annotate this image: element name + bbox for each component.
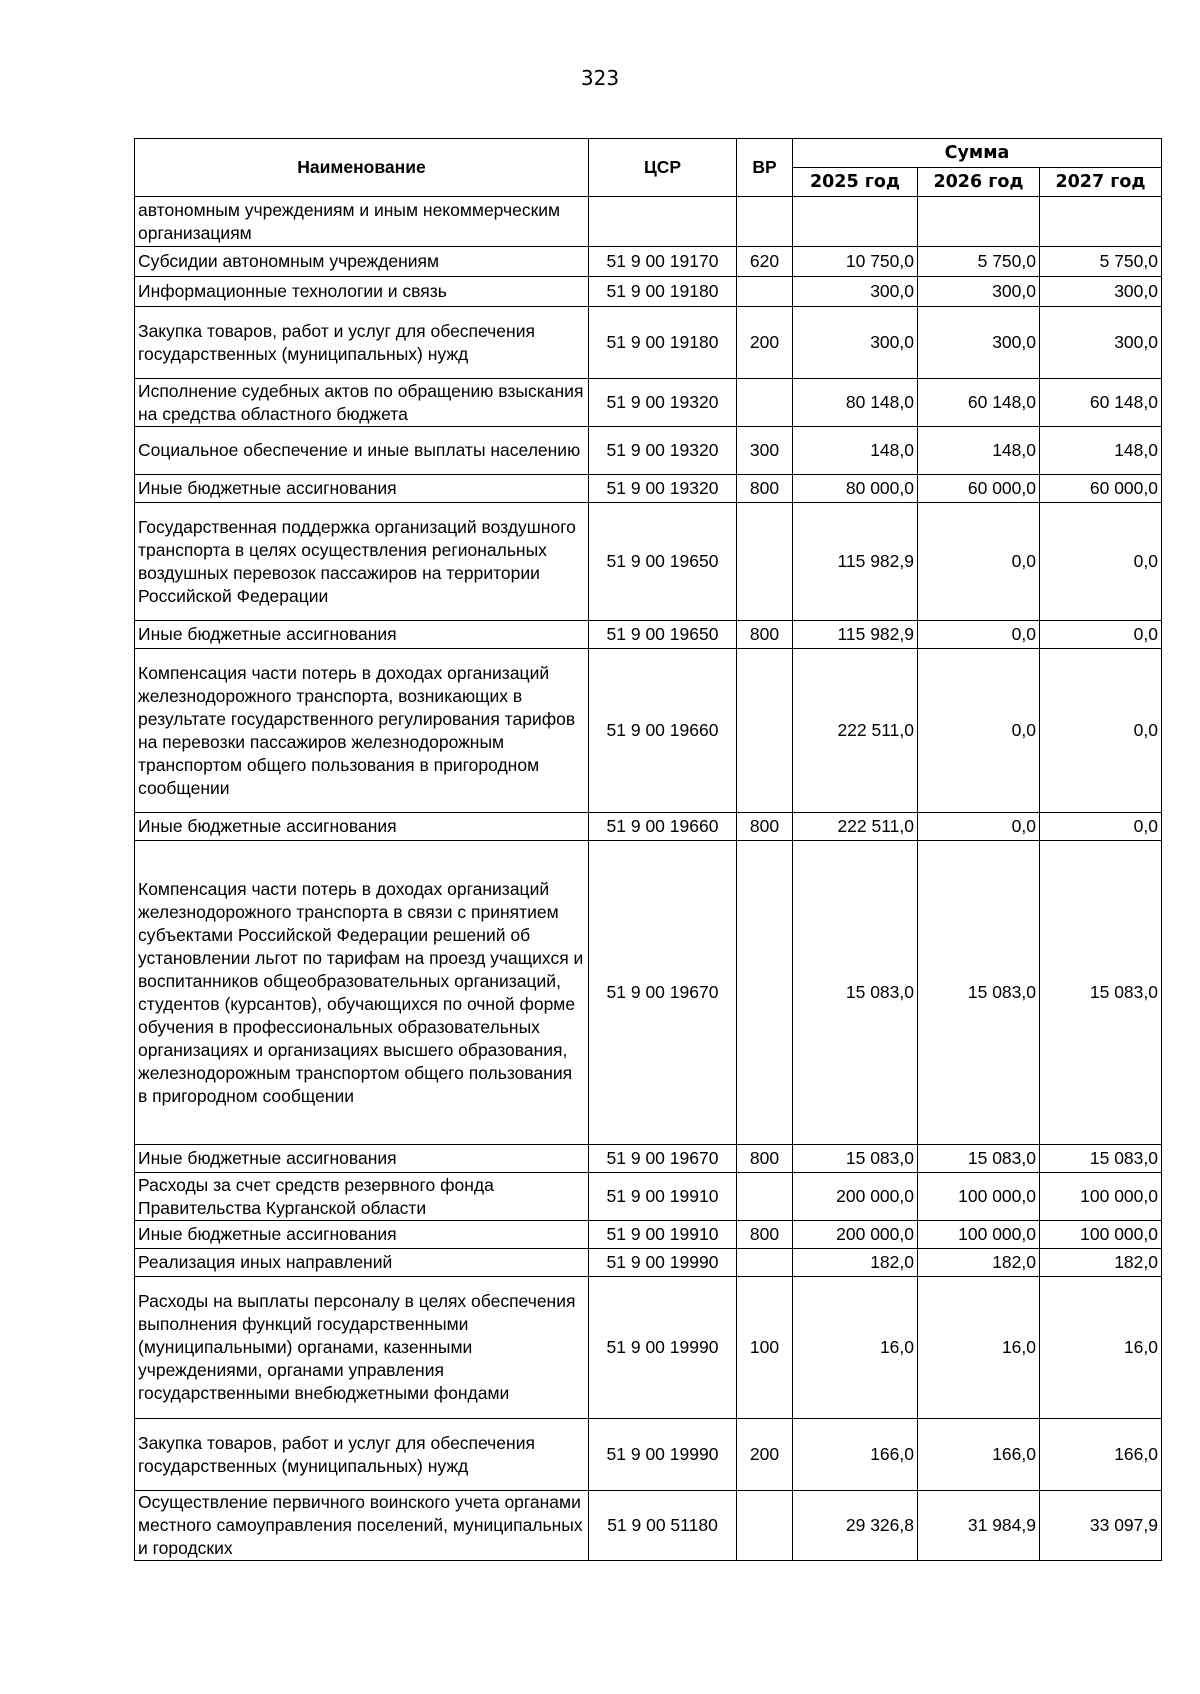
cell-2025: 115 982,9: [793, 503, 918, 621]
cell-2026: 300,0: [918, 307, 1040, 379]
cell-csr: 51 9 00 19650: [589, 621, 737, 649]
cell-name: Исполнение судебных актов по обращению взыскания на средства областного бюджета: [135, 379, 589, 427]
cell-2026: 100 000,0: [918, 1221, 1040, 1249]
cell-csr: 51 9 00 19320: [589, 427, 737, 475]
cell-2026: 60 000,0: [918, 475, 1040, 503]
cell-2025: 115 982,9: [793, 621, 918, 649]
table-row: [135, 1221, 1162, 1249]
cell-vr: [737, 841, 793, 1145]
cell-2025: 222 511,0: [793, 813, 918, 841]
cell-2027: 15 083,0: [1040, 841, 1162, 1145]
cell-2027: 300,0: [1040, 277, 1162, 307]
header-year-2027: 2027 год: [1040, 168, 1162, 197]
cell-csr: 51 9 00 19320: [589, 379, 737, 427]
cell-csr: 51 9 00 19990: [589, 1277, 737, 1419]
cell-2025: 200 000,0: [793, 1221, 918, 1249]
table-row: [135, 621, 1162, 649]
header-year-2025: 2025 год: [793, 168, 918, 197]
cell-2026: 300,0: [918, 277, 1040, 307]
cell-name: Информационные технологии и связь: [135, 277, 589, 307]
cell-name: Расходы на выплаты персоналу в целях обеспечения выполнения функций государственными (муниципальными) органами, казенными учреждениями, органами управления государственными внебюджетными фондами: [135, 1277, 589, 1419]
table-row: [135, 475, 1162, 503]
cell-name: Иные бюджетные ассигнования: [135, 475, 589, 503]
table-row: [135, 197, 1162, 247]
cell-name: Расходы за счет средств резервного фонда Правительства Курганской области: [135, 1173, 589, 1221]
cell-2027: 60 148,0: [1040, 379, 1162, 427]
table-row: [135, 1491, 1162, 1561]
cell-csr: 51 9 00 19910: [589, 1173, 737, 1221]
cell-vr: 620: [737, 247, 793, 277]
cell-2026: [918, 197, 1040, 247]
cell-2026: 0,0: [918, 503, 1040, 621]
header-vr: ВР: [737, 139, 793, 197]
cell-2026: 15 083,0: [918, 1145, 1040, 1173]
cell-2027: 166,0: [1040, 1419, 1162, 1491]
cell-csr: 51 9 00 19180: [589, 277, 737, 307]
table-header-row: [135, 139, 1162, 168]
cell-vr: [737, 277, 793, 307]
cell-name: Реализация иных направлений: [135, 1249, 589, 1277]
table-row: [135, 427, 1162, 475]
cell-vr: 800: [737, 475, 793, 503]
table-row: [135, 277, 1162, 307]
cell-name: Осуществление первичного воинского учета органами местного самоуправления поселений, муниципальных и городских: [135, 1491, 589, 1561]
cell-vr: 800: [737, 1221, 793, 1249]
cell-2026: 60 148,0: [918, 379, 1040, 427]
cell-2025: 80 148,0: [793, 379, 918, 427]
cell-csr: 51 9 00 19990: [589, 1249, 737, 1277]
cell-vr: 300: [737, 427, 793, 475]
cell-csr: 51 9 00 19670: [589, 841, 737, 1145]
cell-2026: 15 083,0: [918, 841, 1040, 1145]
table-row: [135, 379, 1162, 427]
cell-csr: 51 9 00 19180: [589, 307, 737, 379]
table-row: [135, 649, 1162, 813]
budget-table: [134, 138, 1162, 1561]
cell-vr: 200: [737, 1419, 793, 1491]
cell-2027: 182,0: [1040, 1249, 1162, 1277]
cell-2026: 16,0: [918, 1277, 1040, 1419]
cell-2027: [1040, 197, 1162, 247]
table-row: [135, 503, 1162, 621]
cell-2027: 300,0: [1040, 307, 1162, 379]
table-row: [135, 1419, 1162, 1491]
cell-name: Закупка товаров, работ и услуг для обеспечения государственных (муниципальных) нужд: [135, 1419, 589, 1491]
cell-2027: 0,0: [1040, 649, 1162, 813]
cell-vr: 800: [737, 621, 793, 649]
header-name: Наименование: [135, 139, 589, 197]
cell-2025: 300,0: [793, 277, 918, 307]
cell-name: Иные бюджетные ассигнования: [135, 1145, 589, 1173]
cell-vr: 100: [737, 1277, 793, 1419]
cell-vr: 800: [737, 813, 793, 841]
table-row: [135, 247, 1162, 277]
cell-2026: 0,0: [918, 649, 1040, 813]
cell-vr: [737, 503, 793, 621]
cell-2027: 148,0: [1040, 427, 1162, 475]
cell-2025: 80 000,0: [793, 475, 918, 503]
table-row: [135, 813, 1162, 841]
table-row: [135, 1145, 1162, 1173]
cell-2025: 15 083,0: [793, 1145, 918, 1173]
cell-2026: 166,0: [918, 1419, 1040, 1491]
cell-vr: [737, 379, 793, 427]
cell-2027: 33 097,9: [1040, 1491, 1162, 1561]
cell-2027: 60 000,0: [1040, 475, 1162, 503]
cell-2027: 0,0: [1040, 813, 1162, 841]
cell-vr: [737, 1173, 793, 1221]
cell-csr: 51 9 00 19990: [589, 1419, 737, 1491]
cell-vr: [737, 1491, 793, 1561]
cell-2025: 182,0: [793, 1249, 918, 1277]
table-row: [135, 841, 1162, 1145]
cell-2026: 31 984,9: [918, 1491, 1040, 1561]
cell-name: автономным учреждениям и иным некоммерческим организациям: [135, 197, 589, 247]
cell-vr: [737, 197, 793, 247]
cell-vr: [737, 649, 793, 813]
table-body: [135, 197, 1162, 1561]
cell-name: Компенсация части потерь в доходах организаций железнодорожного транспорта, возникающих в результате государственного регулирования тарифов на перевозки пассажиров железнодорожным транспортом общего пользования в пригородном сообщении: [135, 649, 589, 813]
cell-name: Компенсация части потерь в доходах организаций железнодорожного транспорта в связи с принятием субъектами Российской Федерации решений об установлении льгот по тарифам на проезд учащихся и воспитанников общеобразовательных организаций, студентов (курсантов), обучающихся по очной форме обучения в профессиональных образовательных организациях и организациях высшего образования, железнодорожным транспортом общего пользования в пригородном сообщении: [135, 841, 589, 1145]
cell-name: Закупка товаров, работ и услуг для обеспечения государственных (муниципальных) нужд: [135, 307, 589, 379]
cell-2026: 0,0: [918, 621, 1040, 649]
cell-2025: 166,0: [793, 1419, 918, 1491]
cell-2025: 15 083,0: [793, 841, 918, 1145]
cell-name: Иные бюджетные ассигнования: [135, 621, 589, 649]
cell-2025: 10 750,0: [793, 247, 918, 277]
header-sum: Сумма: [793, 139, 1162, 168]
cell-2027: 100 000,0: [1040, 1173, 1162, 1221]
cell-2027: 5 750,0: [1040, 247, 1162, 277]
cell-2027: 16,0: [1040, 1277, 1162, 1419]
table-row: [135, 1249, 1162, 1277]
cell-csr: 51 9 00 19660: [589, 813, 737, 841]
cell-name: Иные бюджетные ассигнования: [135, 813, 589, 841]
cell-vr: 800: [737, 1145, 793, 1173]
cell-2026: 182,0: [918, 1249, 1040, 1277]
cell-2027: 0,0: [1040, 621, 1162, 649]
table-row: [135, 1277, 1162, 1419]
table-row: [135, 307, 1162, 379]
cell-2027: 15 083,0: [1040, 1145, 1162, 1173]
cell-2027: 0,0: [1040, 503, 1162, 621]
header-csr: ЦСР: [589, 139, 737, 197]
cell-name: Иные бюджетные ассигнования: [135, 1221, 589, 1249]
cell-2026: 5 750,0: [918, 247, 1040, 277]
table-row: [135, 1173, 1162, 1221]
cell-2025: 16,0: [793, 1277, 918, 1419]
cell-name: Субсидии автономным учреждениям: [135, 247, 589, 277]
cell-name: Социальное обеспечение и иные выплаты населению: [135, 427, 589, 475]
cell-csr: 51 9 00 51180: [589, 1491, 737, 1561]
cell-csr: 51 9 00 19670: [589, 1145, 737, 1173]
cell-2025: [793, 197, 918, 247]
cell-2025: 222 511,0: [793, 649, 918, 813]
cell-csr: 51 9 00 19910: [589, 1221, 737, 1249]
cell-2025: 148,0: [793, 427, 918, 475]
cell-2026: 100 000,0: [918, 1173, 1040, 1221]
cell-csr: 51 9 00 19650: [589, 503, 737, 621]
cell-2026: 148,0: [918, 427, 1040, 475]
cell-vr: 200: [737, 307, 793, 379]
cell-name: Государственная поддержка организаций воздушного транспорта в целях осуществления региональных воздушных перевозок пассажиров на территории Российской Федерации: [135, 503, 589, 621]
cell-2025: 29 326,8: [793, 1491, 918, 1561]
cell-csr: 51 9 00 19170: [589, 247, 737, 277]
cell-csr: 51 9 00 19660: [589, 649, 737, 813]
cell-csr: 51 9 00 19320: [589, 475, 737, 503]
cell-2027: 100 000,0: [1040, 1221, 1162, 1249]
cell-2025: 200 000,0: [793, 1173, 918, 1221]
cell-csr: [589, 197, 737, 247]
cell-2026: 0,0: [918, 813, 1040, 841]
cell-2025: 300,0: [793, 307, 918, 379]
page-number: 323: [580, 66, 620, 90]
cell-vr: [737, 1249, 793, 1277]
header-year-2026: 2026 год: [918, 168, 1040, 197]
